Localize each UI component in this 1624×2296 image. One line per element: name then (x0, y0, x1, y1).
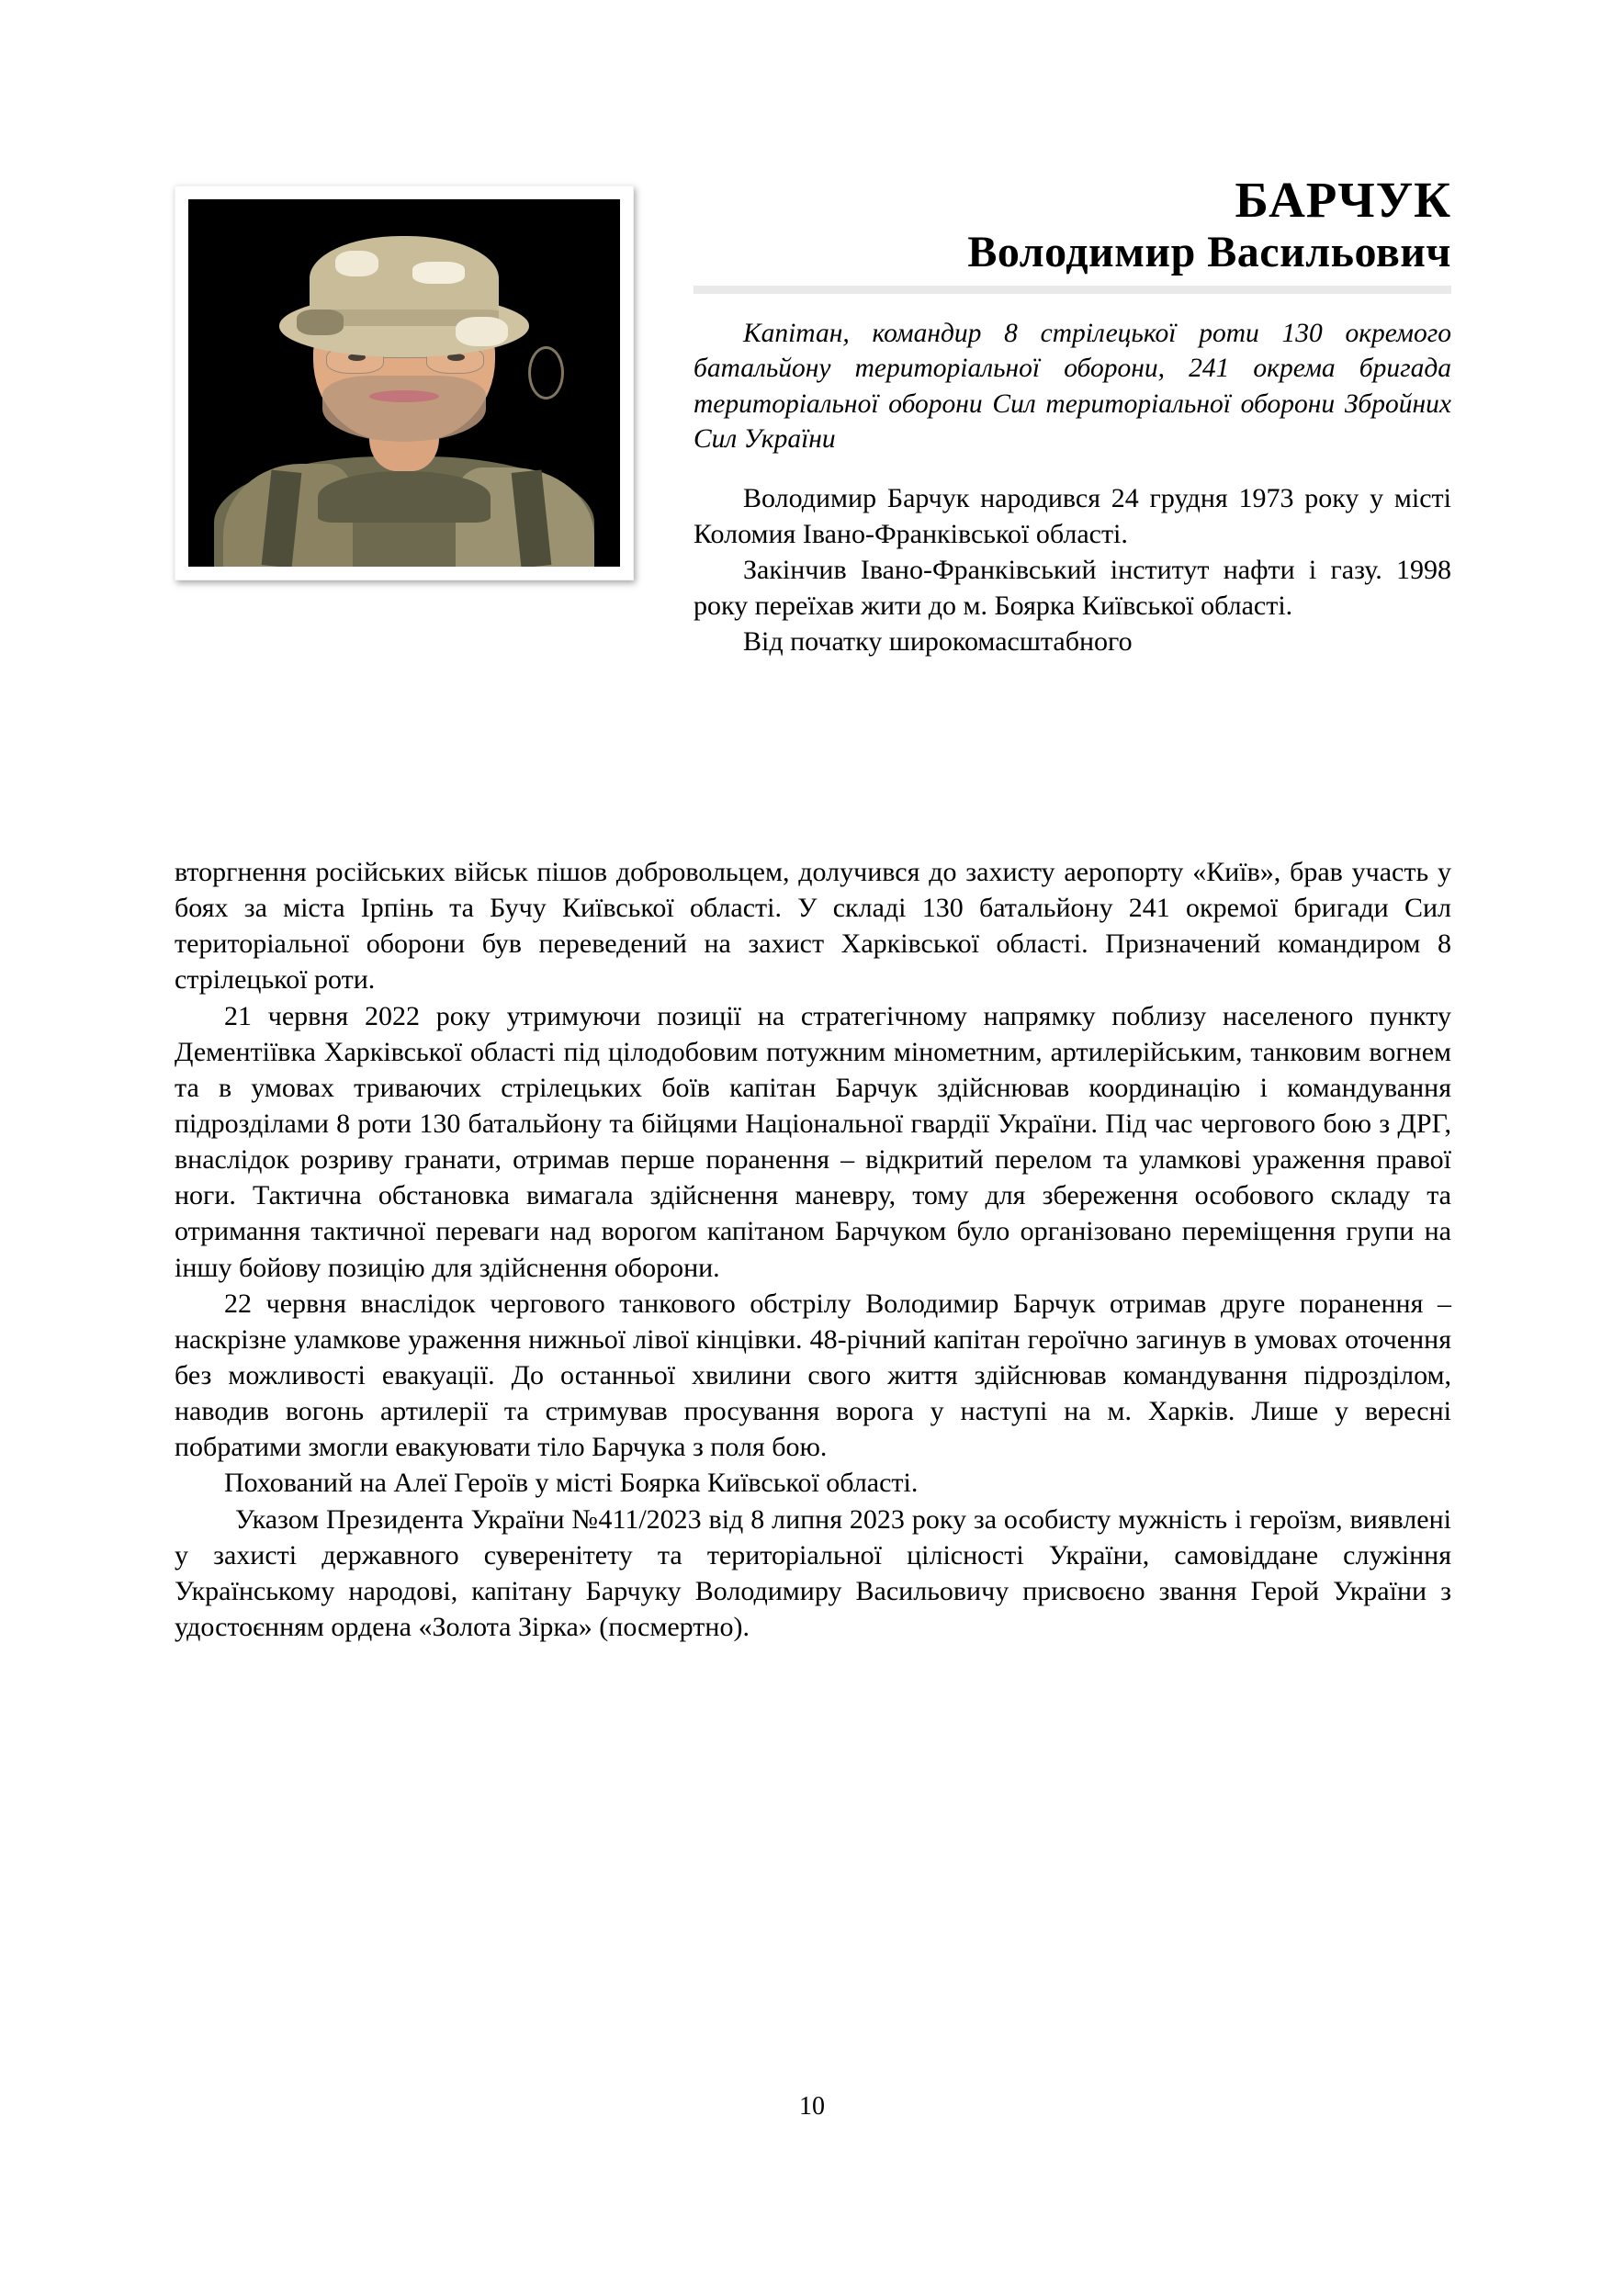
rank-description: Капітан, командир 8 стрілецької роти 130 окремого батальйону територіальної оборони, 241 окрема бригада територіальної оборони Сил територіальної оборони Збройних Сил України (694, 318, 1451, 454)
bio-paragraph-5: 22 червня внаслідок чергового танкового обстрілу Володимир Барчук отримав друге поранення – наскрізне уламкове ураження нижньої лівої кінцівки. 48-річний капітан героїчно загинув в умовах оточення без можливості евакуації. До останньої хвилини свого життя здійснював командування підрозділом, наводив вогонь артилерії та стримував просування ворога у наступі на м. Харків. Лише у вересні побратими змогли евакуювати тіло Барчука з поля бою. (175, 1288, 1451, 1463)
bio-paragraph-6: Похований на Алеї Героїв у місті Боярка Київської області. (224, 1468, 919, 1499)
title-divider (694, 286, 1451, 294)
mouth (369, 390, 438, 402)
camo-spot (297, 310, 344, 335)
page-number: 10 (799, 2092, 825, 2121)
bio-paragraph-4: 21 червня 2022 року утримуючи позиції на стратегічному напрямку поблизу населеного пункту Дементіївка Харківської області під цілодобовим потужним мінометним, артилерійським, танковим вогнем та в умовах триваючих стрілецьких боїв капітан Барчук здійснював координацію і командування підрозділами 8 роти 130 батальйону та бійцями Національної гвардії України. Під час чергового бою з ДРГ, внаслідок розриву гранати, отримав перше поранення – відкритий перелом та уламкові ураження правої ноги. Тактична обстановка вимагала здійснення маневру, тому для збереження особового складу та отримання тактичної переваги над ворогом капітаном Барчуком було організовано переміщення групи на іншу бойову позицію для здійснення оборони. (175, 1000, 1451, 1283)
beard (322, 376, 487, 442)
surname-heading: БАРЧУК (1235, 172, 1451, 228)
camo-spot (412, 262, 464, 284)
header-block (175, 174, 1451, 854)
portrait-photo (188, 199, 620, 567)
camo-spot (456, 317, 507, 346)
portrait-illustration (188, 199, 620, 567)
chin-cord (528, 346, 564, 400)
bio-paragraph-2: Закінчив Івано-Франківський інститут нафти і газу. 1998 року переїхав жити до м. Боярка Київської області. (694, 555, 1451, 622)
bio-paragraph-7-decree: Указом Президента України №411/2023 від 8 липня 2023 року за особисту мужність і героїзм, виявлені у захисті державного суверенітету та територіальної цілісності України, самовіддане служіння Українському народові, капітану Барчуку Володимиру Васильовичу присвоєно звання Герой України з удостоєнням ордена «Золота Зірка» (посмертно). (175, 1503, 1451, 1642)
body-text (175, 854, 1451, 1645)
camo-spot (335, 251, 378, 276)
biography-intro (694, 480, 1451, 659)
bio-paragraph-3-rest: вторгнення російських військ пішов добровольцем, долучився до захисту аеропорту «Київ», брав участь у боях за міста Ірпінь та Бучу Київської області. У складі 130 батальйону 241 окремої бригади Сил територіальної оборони був переведений на захист Харківської області. Призначений командиром 8 стрілецької роти. (175, 857, 1451, 996)
full-name-heading: Володимир Васильович (967, 228, 1451, 277)
bio-paragraph-1: Володимир Барчук народився 24 грудня 1973 року у місті Коломия Івано-Франківської області. (694, 483, 1451, 550)
bio-paragraph-3-lead: Від початку широкомасштабного (743, 626, 1133, 658)
glasses-bridge (383, 357, 426, 358)
portrait-photo-frame (175, 186, 634, 580)
name-column (694, 174, 1451, 659)
uniform-collar (318, 471, 491, 523)
